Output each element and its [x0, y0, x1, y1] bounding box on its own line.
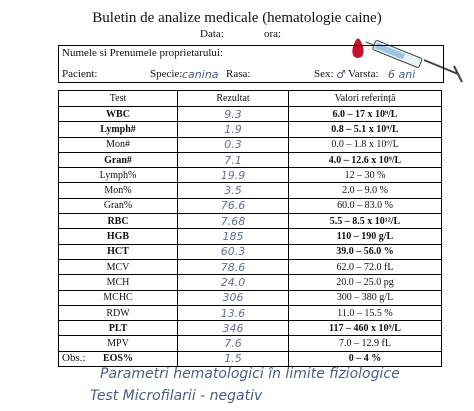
reference-range: 5.5 – 8.5 x 10¹²/L — [289, 214, 442, 229]
patient-field-row — [62, 68, 446, 82]
table-row — [59, 229, 442, 244]
observations-line-1: Parametri hematologici în limite fiziologice — [100, 366, 400, 382]
reference-range: 300 – 380 g/L — [289, 290, 442, 305]
result-value: 346 — [178, 321, 289, 336]
test-name: MCH — [59, 275, 178, 290]
result-value: 1.5 — [178, 351, 289, 366]
test-name: HCT — [59, 244, 178, 259]
table-row — [59, 321, 442, 336]
reference-range: 2.0 – 9.0 % — [289, 183, 442, 198]
result-value: 19.9 — [178, 168, 289, 183]
table-row — [59, 152, 442, 167]
result-value: 3.5 — [178, 183, 289, 198]
table-row — [59, 305, 442, 320]
reference-range: 12 – 30 % — [289, 168, 442, 183]
reference-range: 7.0 – 12.9 fL — [289, 336, 442, 351]
time-label: ora: — [264, 28, 282, 40]
table-row — [59, 198, 442, 213]
table-row — [59, 275, 442, 290]
result-value: 0.3 — [178, 137, 289, 152]
result-value: 1.9 — [178, 122, 289, 137]
result-value: 7.68 — [178, 214, 289, 229]
test-name: HGB — [59, 229, 178, 244]
reference-range: 0.8 – 5.1 x 10⁹/L — [289, 122, 442, 137]
table-row — [59, 122, 442, 137]
sex-label: Sex: — [314, 68, 334, 80]
rasa-label: Rasa: — [226, 68, 251, 80]
date-label: Data: — [200, 28, 224, 40]
table-row — [59, 336, 442, 351]
result-value: 24.0 — [178, 275, 289, 290]
table-row — [59, 244, 442, 259]
test-name: Mon# — [59, 137, 178, 152]
observations-line-2: Test Microfilarii - negativ — [90, 388, 263, 404]
reference-range: 4.0 – 12.6 x 10⁹/L — [289, 152, 442, 167]
table-row — [59, 137, 442, 152]
result-value: 76.6 — [178, 198, 289, 213]
table-header-row — [59, 91, 442, 107]
header-reference: Valori referință — [289, 91, 442, 107]
pacient-label: Pacient: — [62, 68, 98, 80]
test-name: WBC — [59, 107, 178, 122]
header-result: Rezultat — [178, 91, 289, 107]
result-value: 60.3 — [178, 244, 289, 259]
varsta-value: 6 ani — [388, 68, 416, 81]
reference-range: 11.0 – 15.5 % — [289, 305, 442, 320]
result-value: 306 — [178, 290, 289, 305]
reference-range: 20.0 – 25.0 pg — [289, 275, 442, 290]
table-row — [59, 107, 442, 122]
table-row — [59, 290, 442, 305]
test-name: Gran# — [59, 152, 178, 167]
test-name: Lymph# — [59, 122, 178, 137]
table-row — [59, 214, 442, 229]
test-name: MCV — [59, 259, 178, 274]
reference-range: 0.0 – 1.8 x 10⁹/L — [289, 137, 442, 152]
test-name: Mon% — [59, 183, 178, 198]
reference-range: 39.0 – 56.0 % — [289, 244, 442, 259]
reference-range: 60.0 – 83.0 % — [289, 198, 442, 213]
result-value: 78.6 — [178, 259, 289, 274]
document-title: Buletin de analize medicale (hematologie caine) — [92, 10, 382, 26]
test-name: Lymph% — [59, 168, 178, 183]
result-value: 185 — [178, 229, 289, 244]
reference-range: 0 – 4 % — [289, 351, 442, 366]
table-row — [59, 351, 442, 366]
reference-range: 117 – 460 x 10⁹/L — [289, 321, 442, 336]
test-name: MPV — [59, 336, 178, 351]
result-value: 13.6 — [178, 305, 289, 320]
table-row — [59, 259, 442, 274]
test-name: MCHC — [59, 290, 178, 305]
reference-range: 6.0 – 17 x 10⁹/L — [289, 107, 442, 122]
reference-range: 62.0 – 72.0 fL — [289, 259, 442, 274]
observations-label: Obs.: — [62, 352, 86, 364]
test-name: RBC — [59, 214, 178, 229]
specie-label: Specie: — [150, 68, 183, 80]
test-name: EOS% — [59, 351, 178, 366]
varsta-label: Varsta: — [348, 68, 379, 80]
test-name: RDW — [59, 305, 178, 320]
test-name: PLT — [59, 321, 178, 336]
result-value: 7.6 — [178, 336, 289, 351]
results-table — [58, 90, 442, 367]
result-value: 9.3 — [178, 107, 289, 122]
table-row — [59, 168, 442, 183]
table-row — [59, 183, 442, 198]
owner-field — [62, 47, 223, 59]
test-name: Gran% — [59, 198, 178, 213]
owner-label: Numele si Prenumele proprietarului: — [62, 47, 223, 59]
specie-value: canina — [182, 68, 219, 81]
reference-range: 110 – 190 g/L — [289, 229, 442, 244]
header-test: Test — [59, 91, 178, 107]
result-value: 7.1 — [178, 152, 289, 167]
sex-value: ♂ — [336, 68, 346, 81]
